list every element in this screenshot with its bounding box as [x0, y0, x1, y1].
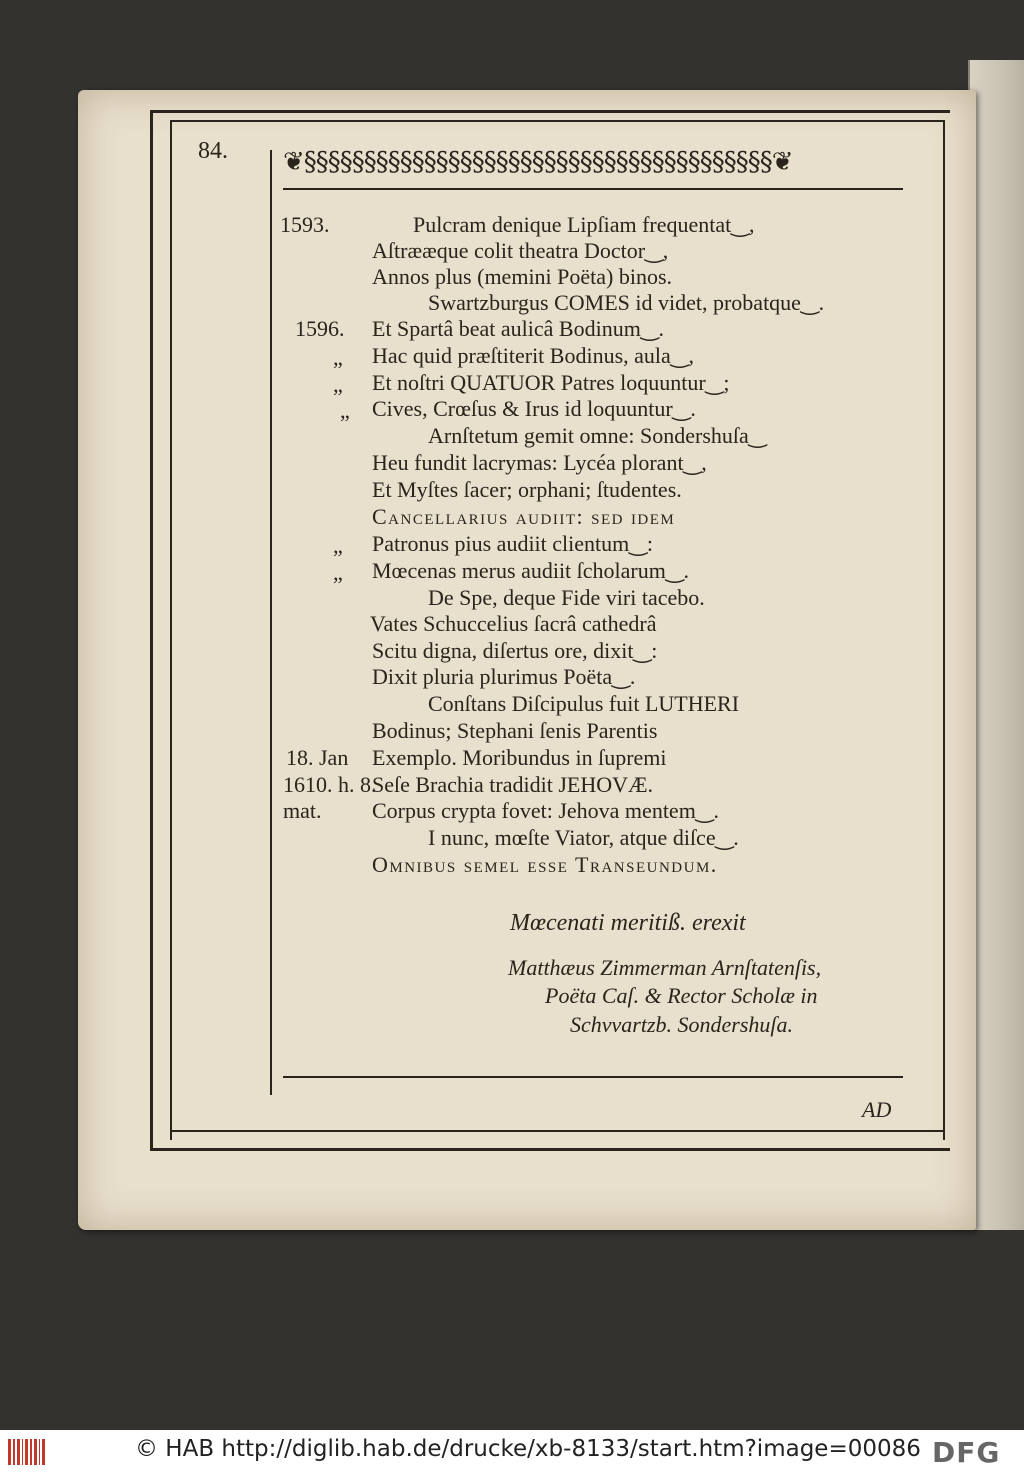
poem-line: Swartzburgus COMES id videt, probatque‿. — [428, 290, 825, 315]
poem-line: De Spe, deque Fide viri tacebo. — [428, 585, 705, 610]
copyright-url-link[interactable]: © HAB http://diglib.hab.de/drucke/xb-8133/start.htm?image=00086 — [135, 1436, 921, 1462]
ornamental-border: ❦§§§§§§§§§§§§§§§§§§§§§§§§§§§§§§§§§§§§§§§❦ — [283, 147, 793, 177]
poem-line: Patronus pius audiit clientum‿: — [372, 531, 654, 556]
closing-rule — [283, 1076, 903, 1078]
signature-line: Matthæus Zimmerman Arnſtatenſis, — [508, 955, 822, 980]
dfg-logo: DFG — [932, 1436, 1001, 1469]
catchword: AD — [862, 1097, 892, 1122]
margin-column-rule — [270, 150, 272, 1095]
frame-left-rule-outer — [150, 110, 153, 1150]
margin-note: „ — [333, 372, 343, 397]
header-rule — [283, 188, 903, 190]
frame-bottom-rule-inner — [170, 1130, 945, 1132]
margin-note: „ — [333, 560, 343, 585]
margin-note: 18. Jan — [286, 745, 349, 770]
footer-bar — [0, 1430, 1024, 1473]
barcode-icon — [8, 1439, 46, 1465]
poem-line: Seſe Brachia tradidit JEHOVÆ. — [372, 772, 654, 797]
poem-line: Exemplo. Moribundus in ſupremi — [372, 745, 667, 770]
poem-line: Annos plus (memini Poëta) binos. — [372, 264, 673, 289]
frame-top-rule-inner — [170, 120, 945, 122]
poem-line: Heu fundit lacrymas: Lycéa plorant‿, — [372, 450, 707, 475]
poem-line: I nunc, mœſte Viator, atque diſce‿. — [428, 825, 739, 850]
poem-line: Bodinus; Stephani ſenis Parentis — [372, 718, 658, 743]
margin-note: „ — [340, 398, 350, 423]
poem-line: Scitu digna, diſertus ore, dixit‿: — [372, 638, 658, 663]
poem-line: Mœcenas merus audiit ſcholarum‿. — [372, 558, 690, 583]
margin-note: 1593. — [280, 212, 330, 237]
poem-line: Aſtrææque colit theatra Doctor‿, — [372, 238, 669, 263]
poem-line: Cives, Crœſus & Irus id loquuntur‿. — [372, 396, 696, 421]
dedication: Mœcenati meritiß. erexit — [510, 910, 746, 936]
poem-line: Hac quid præſtiterit Bodinus, aula‿, — [372, 343, 694, 368]
poem-line: Vates Schuccelius ſacrâ cathedrâ — [370, 611, 657, 636]
poem-line: Arnſtetum gemit omne: Sondershuſa‿ — [428, 423, 767, 448]
frame-bottom-rule-outer — [150, 1148, 950, 1151]
margin-note: „ — [333, 533, 343, 558]
poem-line: Et Spartâ beat aulicâ Bodinum‿. — [372, 316, 664, 341]
poem-line: Cancellarius audiit: ſed idem — [372, 504, 676, 529]
adjacent-page-edge — [968, 60, 1024, 1230]
signature-line: Poëta Caſ. & Rector Scholæ in — [545, 983, 818, 1008]
frame-right-rule — [943, 120, 945, 1140]
poem-line: Pulcram denique Lipſiam frequentat‿, — [413, 212, 755, 237]
poem-line: Corpus crypta fovet: Jehova mentem‿. — [372, 798, 719, 823]
margin-note: 1610. h. 8. — [283, 772, 377, 797]
margin-note: mat. — [283, 798, 322, 823]
signature-line: Schvvartzb. Sondershuſa. — [570, 1012, 794, 1037]
poem-line: Dixit pluria plurimus Poëta‿. — [372, 664, 636, 689]
poem-line: Et noſtri QUATUOR Patres loquuntur‿; — [372, 370, 730, 395]
poem-line: Et Myſtes ſacer; orphani; ſtudentes. — [372, 477, 682, 502]
margin-note: 1596. — [295, 316, 345, 341]
margin-note: „ — [333, 345, 343, 370]
page-number: 84. — [198, 138, 228, 164]
frame-top-rule-outer — [150, 110, 950, 113]
poem-line: Conſtans Diſcipulus fuit LUTHERI — [428, 691, 740, 716]
frame-left-rule-inner — [170, 120, 172, 1140]
poem-line: Omnibus ſemel eſſe Transeundum. — [372, 852, 718, 877]
